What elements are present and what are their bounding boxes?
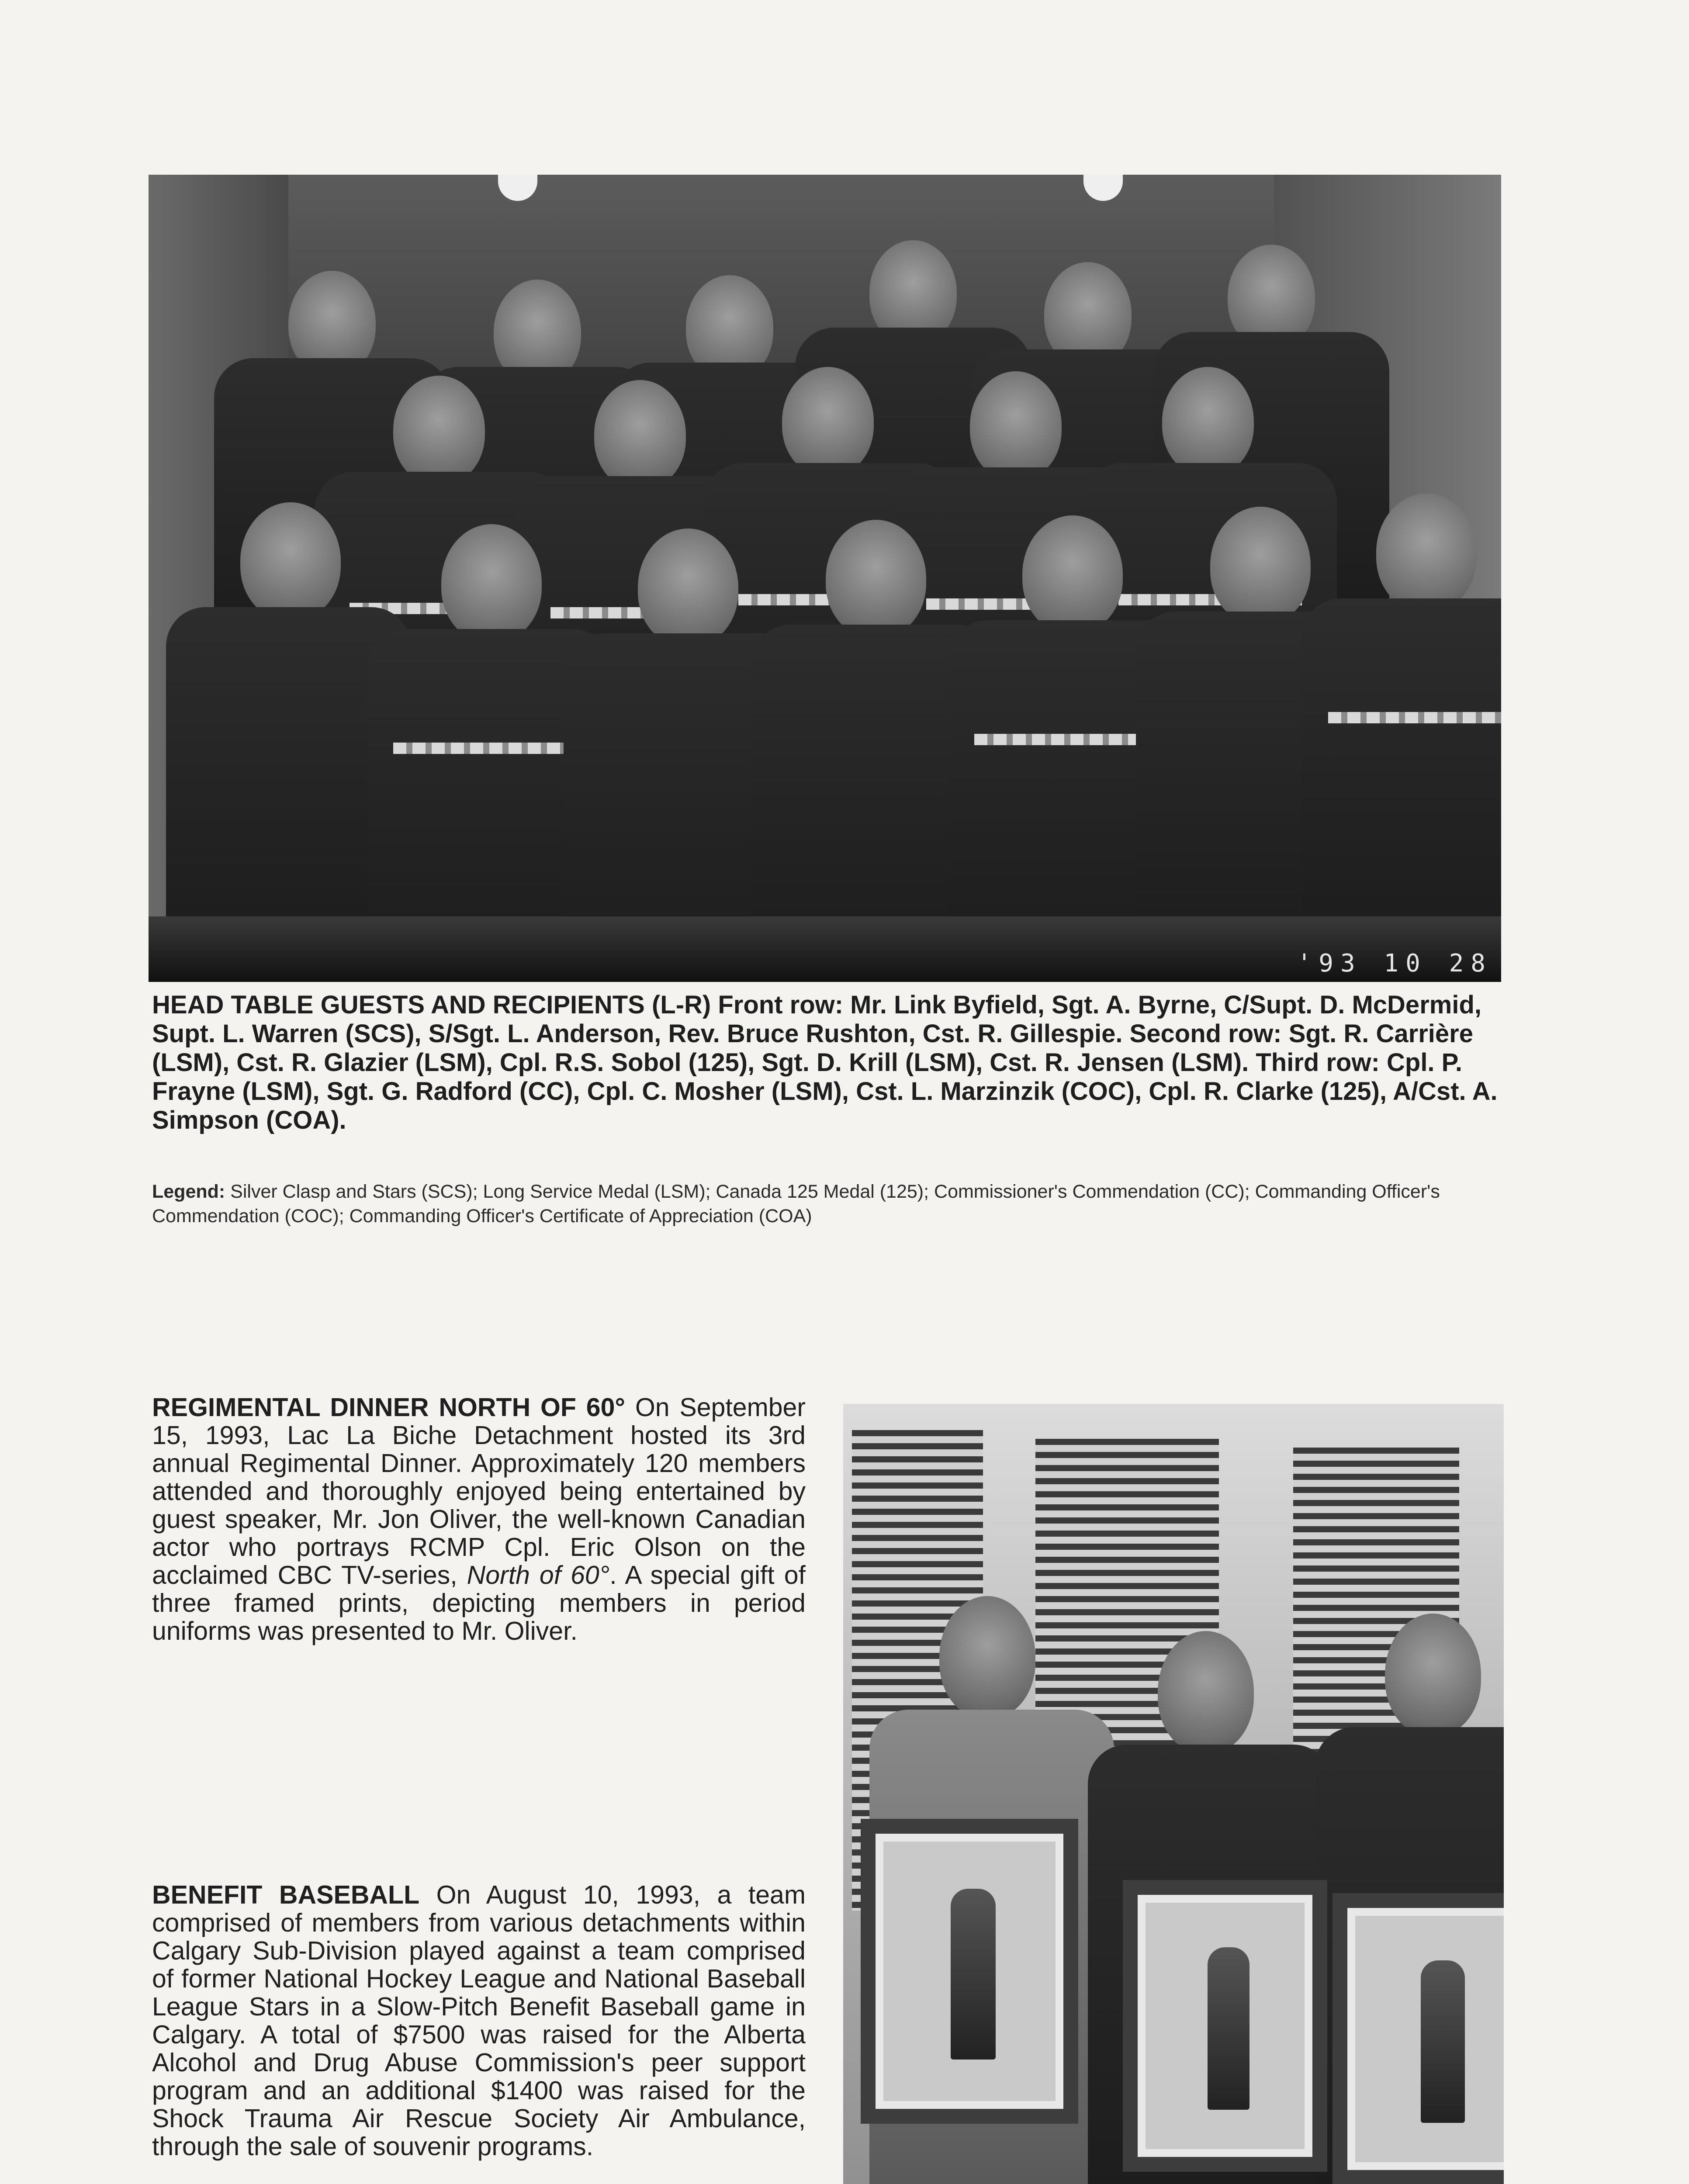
article-body: On August 10, 1993, a team comprised of members from various detachments within Calgary Sub-Division played against a team comprised of former National Hockey League and National Baseball League Stars in a Slow-Pitch Benefit Baseball game in Calgary. A total of $7500 was raised for the Alberta Alcohol and Drug Abuse Commission's peer support program and an additional $1400 was raised for the Shock Trauma Air Rescue Society Air Ambulance, through the sale of souvenir programs. bbox=[152, 1880, 806, 2161]
article-body-continued: . A special gift of three framed prints, depicting members in period uniforms was presented to Mr. Oliver. bbox=[152, 1561, 806, 1645]
presentation-photo bbox=[843, 1404, 1504, 2184]
framed-print bbox=[1333, 1893, 1504, 2184]
article-regimental-dinner bbox=[152, 1393, 806, 1645]
framed-print bbox=[1123, 1880, 1327, 2172]
award-legend bbox=[152, 1179, 1502, 1228]
ceiling-light bbox=[498, 175, 537, 201]
framed-print bbox=[861, 1819, 1078, 2124]
tv-series-title: North of 60° bbox=[467, 1561, 610, 1590]
article-benefit-baseball bbox=[152, 1881, 806, 2160]
group-photo bbox=[149, 175, 1501, 982]
legend-text: Silver Clasp and Stars (SCS); Long Service Medal (LSM); Canada 125 Medal (125); Commissioner's Commendation (CC); Commanding Officer's Commendation (COC); Commanding Officer's Certificate of Appreciation (COA) bbox=[152, 1181, 1440, 1227]
legend-label: Legend: bbox=[152, 1181, 225, 1202]
article-body: On September 15, 1993, Lac La Biche Detachment hosted its 3rd annual Regimental Dinner. Approximately 120 members attended and thoroughly enjoyed being entertained by guest speaker, Mr. Jon Oliver, the well-known Canadian actor who portrays RCMP Cpl. Eric Olson on the acclaimed CBC TV-series, bbox=[152, 1393, 806, 1590]
article-heading: BENEFIT BASEBALL bbox=[152, 1880, 420, 1909]
article-heading: REGIMENTAL DINNER NORTH OF 60° bbox=[152, 1393, 626, 1422]
ceiling-light bbox=[1083, 175, 1123, 201]
group-photo-caption: HEAD TABLE GUESTS AND RECIPIENTS (L-R) Front row: Mr. Link Byfield, Sgt. A. Byrne, C/Supt. D. McDermid, Supt. L. Warren (SCS), S/Sgt. L. Anderson, Rev. Bruce Rushton, Cst. R. Gillespie. Second row: Sgt. R. Carrière (LSM), Cst. R. Glazier (LSM), Cpl. R.S. Sobol (125), Sgt. D. Krill (LSM), Cst. R. Jensen (LSM). Third row: Cpl. P. Frayne (LSM), Sgt. G. Radford (CC), Cpl. C. Mosher (LSM), Cst. L. Marzinzik (COC), Cpl. R. Clarke (125), A/Cst. A. Simpson (COA). bbox=[152, 991, 1498, 1134]
photo-date-stamp: '93 10 28 bbox=[1297, 949, 1492, 978]
